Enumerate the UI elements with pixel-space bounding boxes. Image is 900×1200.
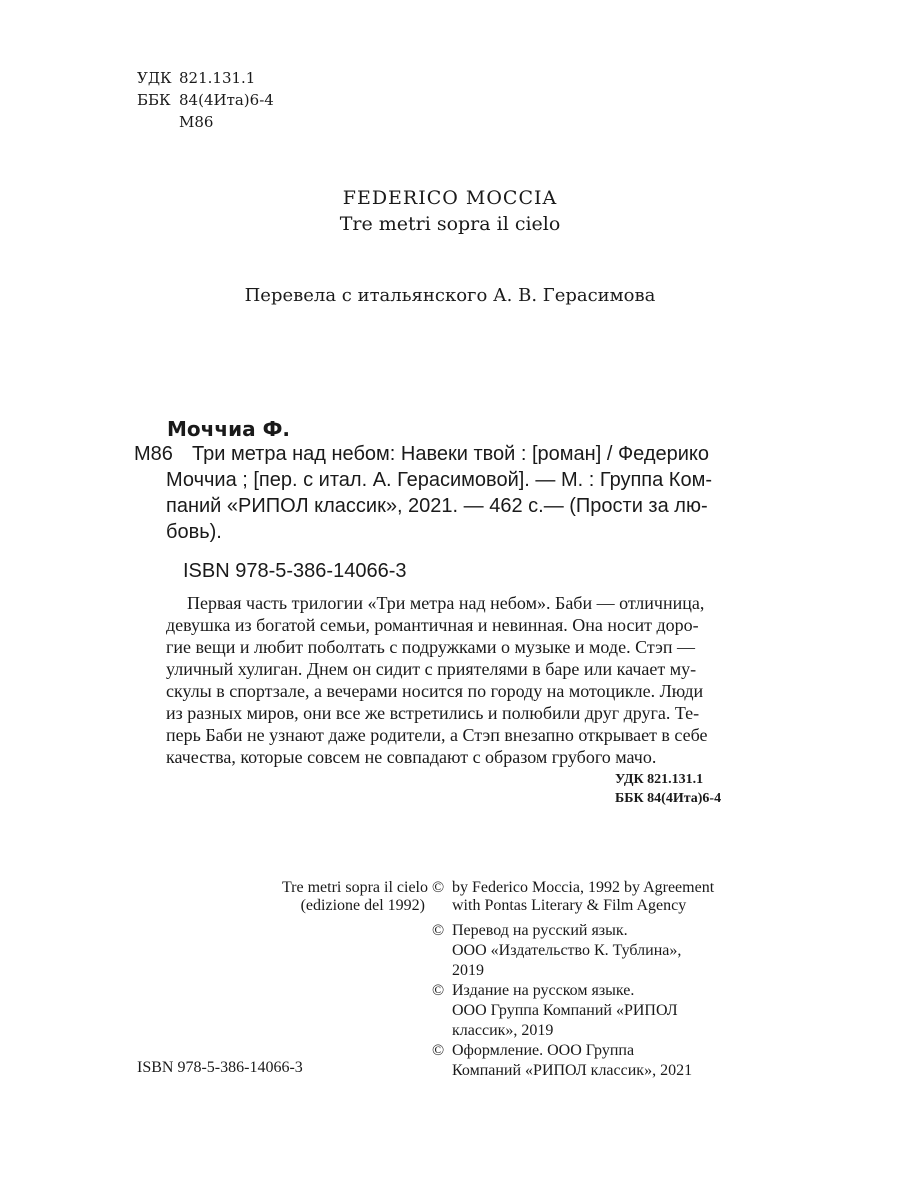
- udk-label: УДК: [137, 69, 172, 87]
- udk-line: [137, 67, 255, 89]
- original-title: Tre metri sopra il cielo: [339, 213, 561, 235]
- copyright-original-edition: (edizione del 1992): [300, 897, 425, 914]
- copyright-symbol: ©: [432, 1042, 445, 1059]
- card-isbn: ISBN 978-5-386-14066-3: [183, 560, 407, 582]
- card-mark: М86: [134, 443, 173, 465]
- annotation-line: девушка из богатой семьи, романтичная и невинная. Она носит доро-: [166, 615, 699, 635]
- annotation-line: перь Баби не узнают даже родители, а Стэп внезапно открывает в себе: [166, 725, 708, 745]
- annotation-line: качества, которые совсем не совпадают с образом грубого мачо.: [166, 747, 657, 767]
- card-bbk: ББК 84(4Ита)6-4: [615, 791, 722, 806]
- annotation-line: уличный хулиган. Днем он сидит с приятелями в баре или качает му-: [166, 659, 697, 679]
- copyright-text: классик», 2019: [452, 1022, 554, 1039]
- author-mark: М86: [179, 113, 214, 131]
- card-line-1: Три метра над небом: Навеки твой : [роман] / Федерико: [192, 443, 710, 465]
- copyright-symbol: ©: [432, 982, 445, 999]
- annotation-line: гие вещи и любит поболтать с подружками о музыке и моде. Стэп —: [166, 637, 696, 657]
- copyright-entry-4: [432, 1041, 692, 1081]
- bbk-label: ББК: [137, 91, 171, 109]
- copyright-text: 2019: [452, 962, 484, 979]
- copyright-text: Издание на русском языке.: [452, 982, 635, 999]
- card-line-3: паний «РИПОЛ классик», 2021. — 462 с.— (Прости за лю-: [166, 495, 708, 517]
- original-author-text: FEDERICO MOCCIA: [342, 187, 558, 209]
- copyright-text: Перевод на русский язык.: [452, 922, 628, 939]
- original-author: [0, 185, 900, 211]
- copyright-text: ООО Группа Компаний «РИПОЛ: [452, 1002, 678, 1019]
- copyright-text: Компаний «РИПОЛ классик», 2021: [452, 1062, 693, 1079]
- copyright-symbol: ©: [432, 879, 445, 896]
- card-line-2: Моччиа ; [пер. с итал. А. Герасимовой]. — М. : Группа Ком-: [166, 469, 712, 491]
- annotation-line: из разных миров, они все же встретились и полюбили друг друга. Те-: [166, 703, 700, 723]
- card-line-4: бовь).: [166, 521, 222, 543]
- copyright-symbol: ©: [432, 922, 445, 939]
- bbk-line: [137, 89, 274, 111]
- annotation-line: скулы в спортзале, а вечерами носится по городу на мотоцикле. Люди: [166, 681, 704, 701]
- copyright-original-title: Tre metri sopra il cielo: [281, 879, 428, 896]
- isbn-bottom: ISBN 978-5-386-14066-3: [137, 1059, 303, 1076]
- copyright-entry-2: [432, 921, 681, 981]
- copyright-text: with Pontas Literary & Film Agency: [452, 897, 687, 914]
- copyright-text: Оформление. ООО Группа: [452, 1042, 635, 1059]
- card-author: Моччиа Ф.: [167, 417, 291, 441]
- annotation-line: Первая часть трилогии «Три метра над небом». Баби — отличница,: [187, 593, 705, 613]
- copyright-text: ООО «Издательство К. Тублина»,: [452, 942, 682, 959]
- udk-value: 821.131.1: [179, 69, 256, 87]
- copyright-entry-3: [432, 981, 678, 1041]
- translator-line: Перевела с итальянского А. В. Герасимова: [244, 285, 656, 306]
- bbk-value: 84(4Ита)6-4: [179, 91, 274, 109]
- copyright-entry-1: [432, 879, 714, 915]
- card-udk: УДК 821.131.1: [615, 772, 704, 787]
- copyright-text: by Federico Moccia, 1992 by Agreement: [452, 879, 715, 896]
